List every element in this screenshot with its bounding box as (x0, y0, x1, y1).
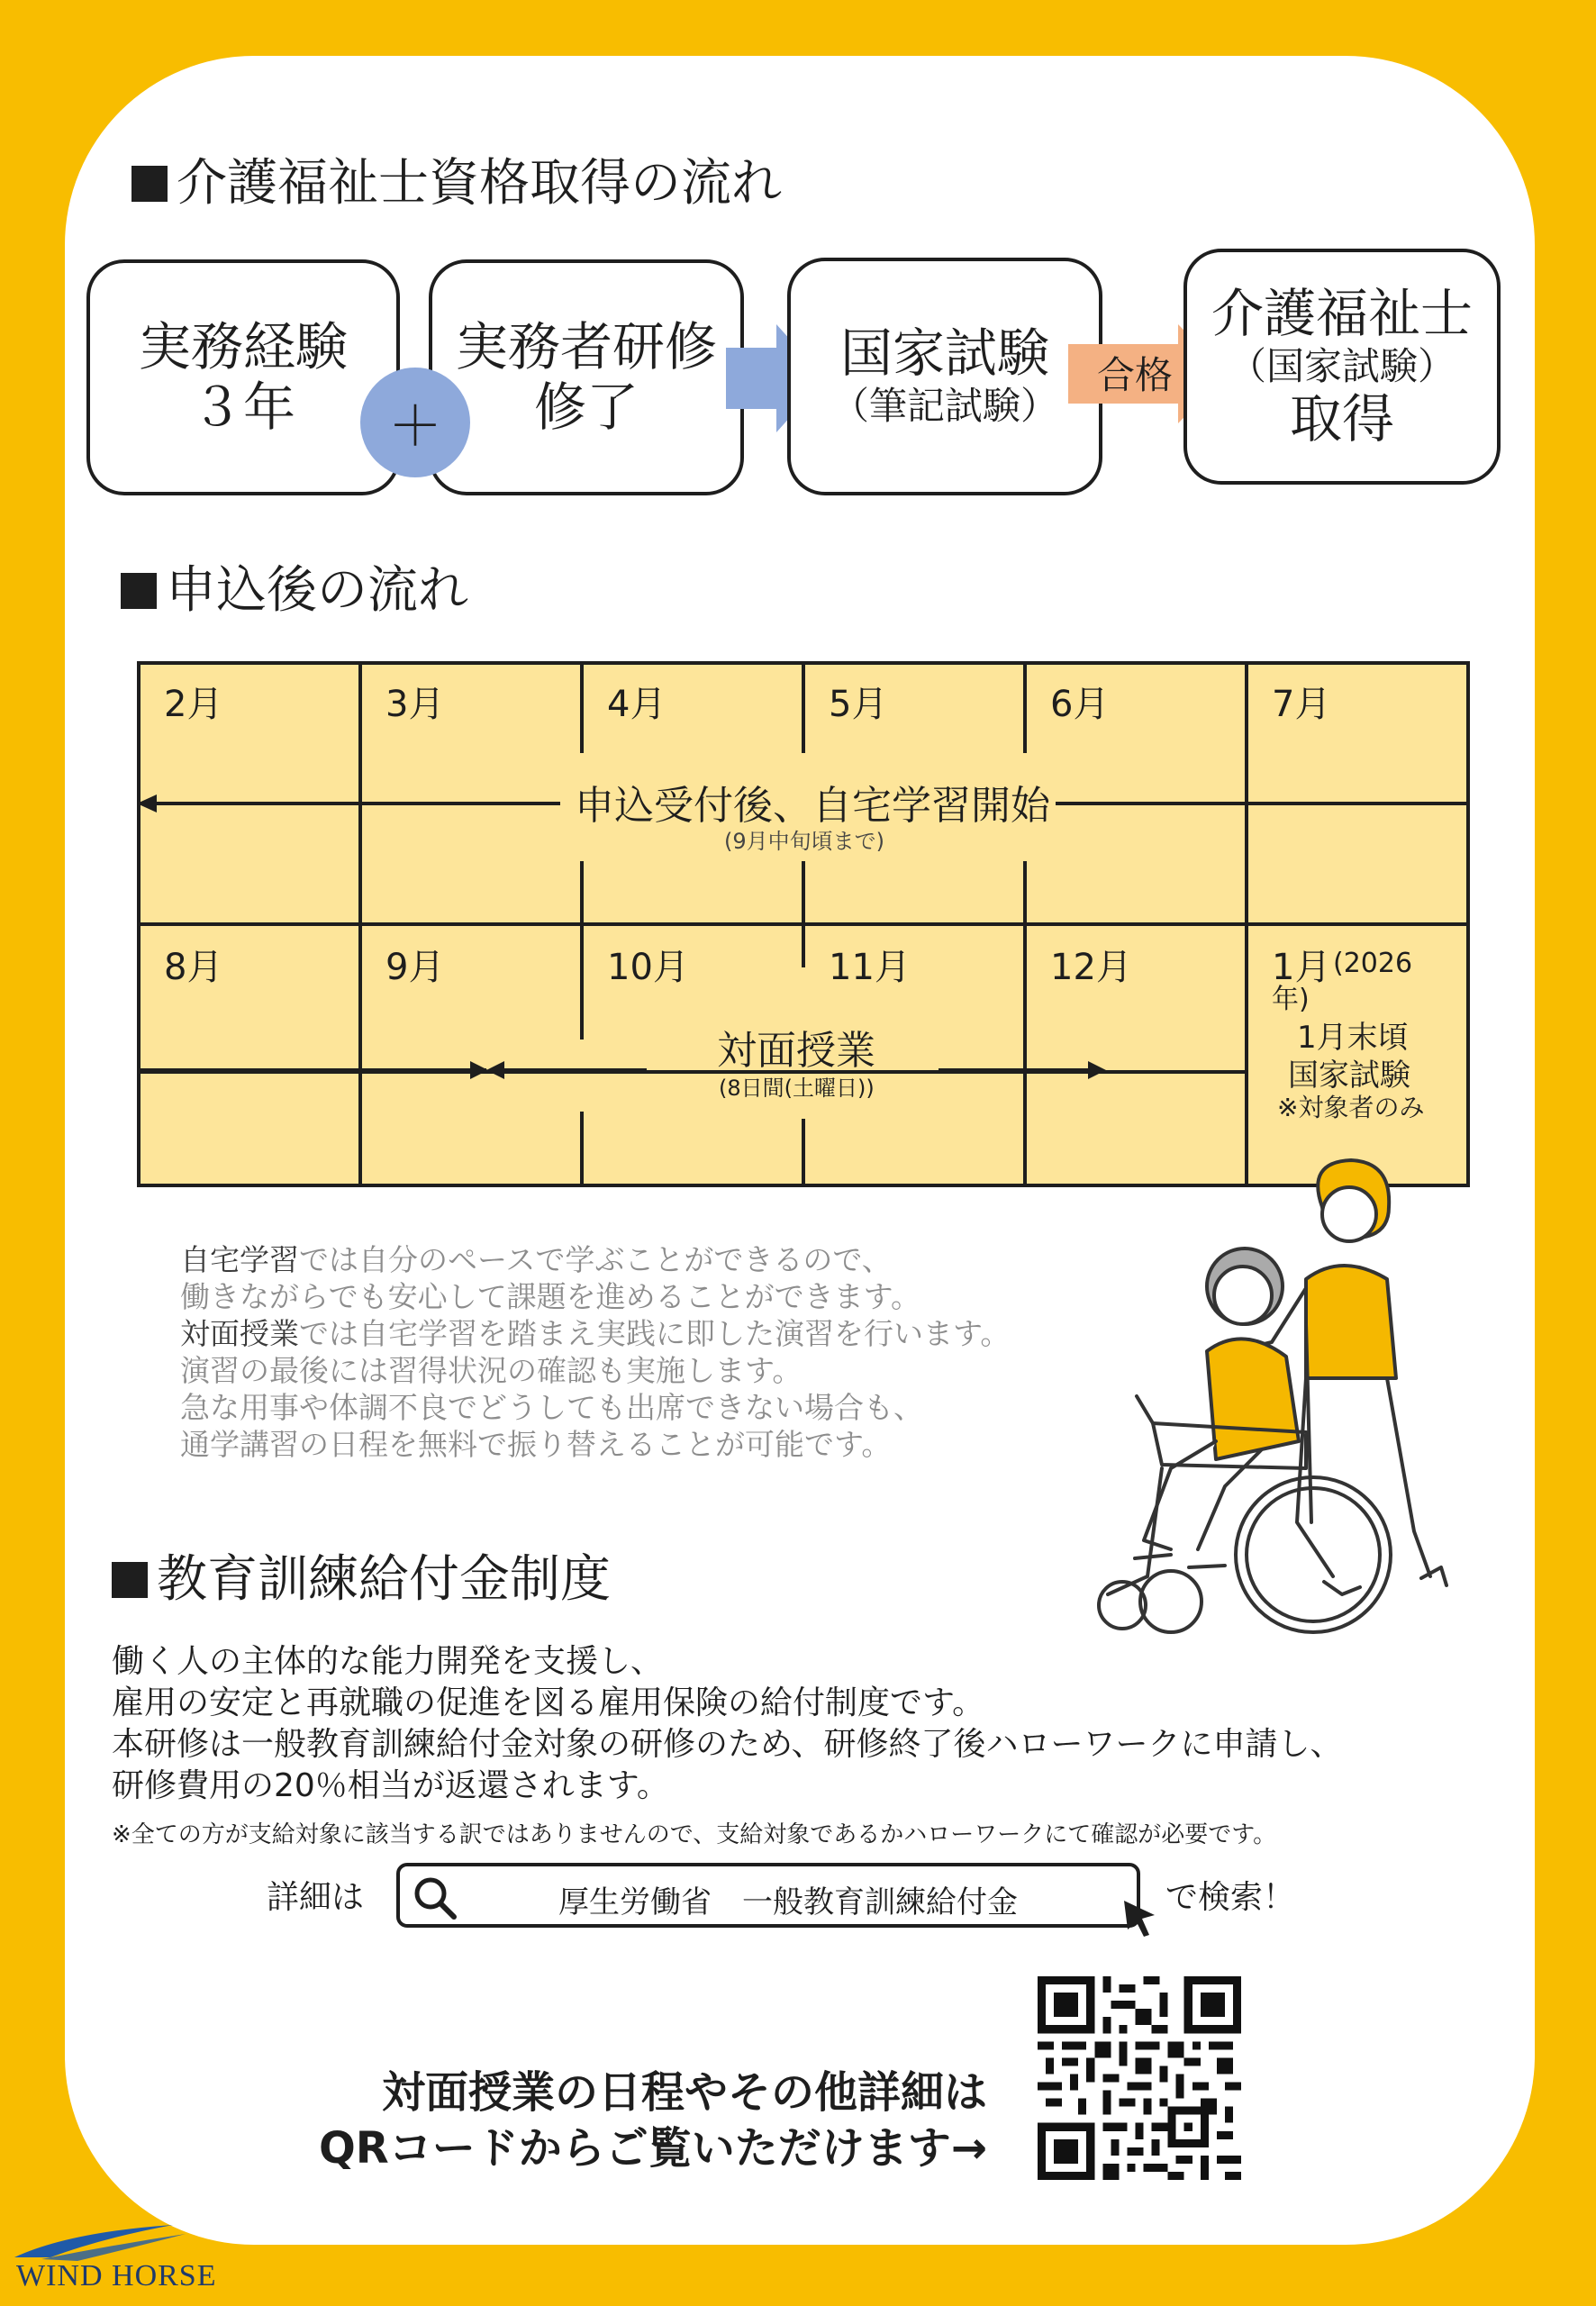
flow-box-text: 修了 (533, 377, 639, 438)
description-line: 自宅学習では自分のペースで学ぶことができるので、 (180, 1242, 892, 1277)
month-label: 7月 (1272, 684, 1331, 725)
square-bullet-icon (121, 573, 157, 609)
qr-code[interactable] (1038, 1976, 1241, 2180)
month-label: 2月 (164, 684, 223, 725)
face-to-face-label: 対面授業 (717, 1028, 875, 1074)
description-line: 急な用事や体調不良でどうしても出席できない場合も、 (180, 1390, 923, 1425)
section-heading-qualification-flow: 介護福祉士資格取得の流れ (131, 159, 782, 209)
search-box[interactable] (396, 1863, 1140, 1928)
self-study-label: 申込受付後、自宅学習開始 (569, 773, 1056, 831)
caregiver-wheelchair-illustration (1036, 1144, 1450, 1648)
year-note: 年) (1272, 984, 1310, 1015)
search-suffix: で検索！ (1165, 1879, 1296, 1916)
description-line: 働きながらでも安心して課題を進めることができます。 (180, 1279, 921, 1314)
month-label: 11月 (829, 947, 911, 988)
section-heading-benefit: 教育訓練給付金制度 (112, 1555, 611, 1605)
benefit-line: 本研修は一般教育訓練給付金対象の研修のため、研修終了後ハローワークに申請し、 (112, 1726, 1343, 1763)
cursor-icon (1122, 1899, 1158, 1938)
search-icon (413, 1875, 458, 1920)
benefit-note: ※全ての方が支給対象に該当する訳ではありませんので、支給対象であるかハローワークにて確認が必要です。 (112, 1821, 1277, 1848)
description-line: 対面授業では自宅学習を踏まえ実践に即した演習を行います。 (180, 1316, 1011, 1351)
flow-box-text: 取得 (1289, 388, 1394, 450)
month-label: 5月 (829, 684, 888, 725)
month-label: 3月 (385, 684, 445, 725)
flow-box-training (429, 259, 744, 495)
flow-box-text: 実務経験 (138, 316, 348, 378)
benefit-line: 研修費用の20％相当が返還されます。 (112, 1767, 669, 1804)
details-label: 詳細は (267, 1879, 365, 1916)
search-query: 厚生労働省 一般教育訓練給付金 (558, 1884, 1018, 1920)
cta-line: 対面授業の日程やその他詳細は (381, 2067, 987, 2118)
month-label: 4月 (607, 684, 667, 725)
wind-horse-logo-mark (14, 2225, 231, 2261)
flow-box-experience (86, 259, 400, 495)
square-bullet-icon (112, 1562, 148, 1598)
exam-label: 国家試験 (1288, 1058, 1410, 1094)
benefit-line: 雇用の安定と再就職の促進を図る雇用保険の給付制度です。 (112, 1684, 985, 1721)
benefit-paragraph (112, 1641, 1343, 1807)
section-heading-after-application: 申込後の流れ (121, 566, 468, 616)
flow-box-text: ３年 (190, 377, 295, 438)
face-to-face-note: (8日間(土曜日)) (719, 1076, 875, 1101)
flow-box-national-exam (787, 258, 1102, 495)
qr-call-to-action (254, 2065, 987, 2176)
flow-box-text: 国家試験 (839, 322, 1049, 385)
description-block (180, 1241, 1010, 1463)
month-label: 12月 (1050, 947, 1132, 988)
year-note: (2026 (1333, 948, 1413, 979)
exam-period: 1月末頃 (1297, 1020, 1409, 1056)
square-bullet-icon (131, 166, 168, 202)
schedule-table (137, 661, 1470, 1187)
month-label: 8月 (164, 947, 223, 988)
month-label: 9月 (385, 947, 445, 988)
flow-box-text: 実務者研修 (455, 316, 717, 378)
wind-horse-logo-text: WIND HORSE (16, 2259, 217, 2292)
flow-box-text: 介護福祉士 (1211, 283, 1473, 345)
plus-icon: ＋ (360, 368, 470, 477)
exam-note: ※対象者のみ (1277, 1093, 1425, 1122)
month-label: 6月 (1050, 684, 1110, 725)
flow-box-text: （筆記試験） (830, 384, 1058, 429)
flow-box-certified (1183, 249, 1501, 485)
month-label: 1月 (1272, 947, 1331, 988)
pass-label: 合格 (1097, 353, 1174, 397)
self-study-note: (9月中旬頃まで) (724, 829, 884, 854)
description-line: 演習の最後には習得状況の確認も実施します。 (180, 1353, 803, 1388)
description-line: 通学講習の日程を無料で振り替えることが可能です。 (180, 1427, 892, 1462)
cta-line: QRコードからご覧いただけます→ (319, 2123, 987, 2174)
schedule-grid (137, 661, 1470, 1187)
flow-box-text: （国家試験） (1228, 343, 1455, 388)
benefit-line: 働く人の主体的な能力開発を支援し、 (112, 1643, 664, 1680)
month-label: 10月 (607, 947, 689, 988)
